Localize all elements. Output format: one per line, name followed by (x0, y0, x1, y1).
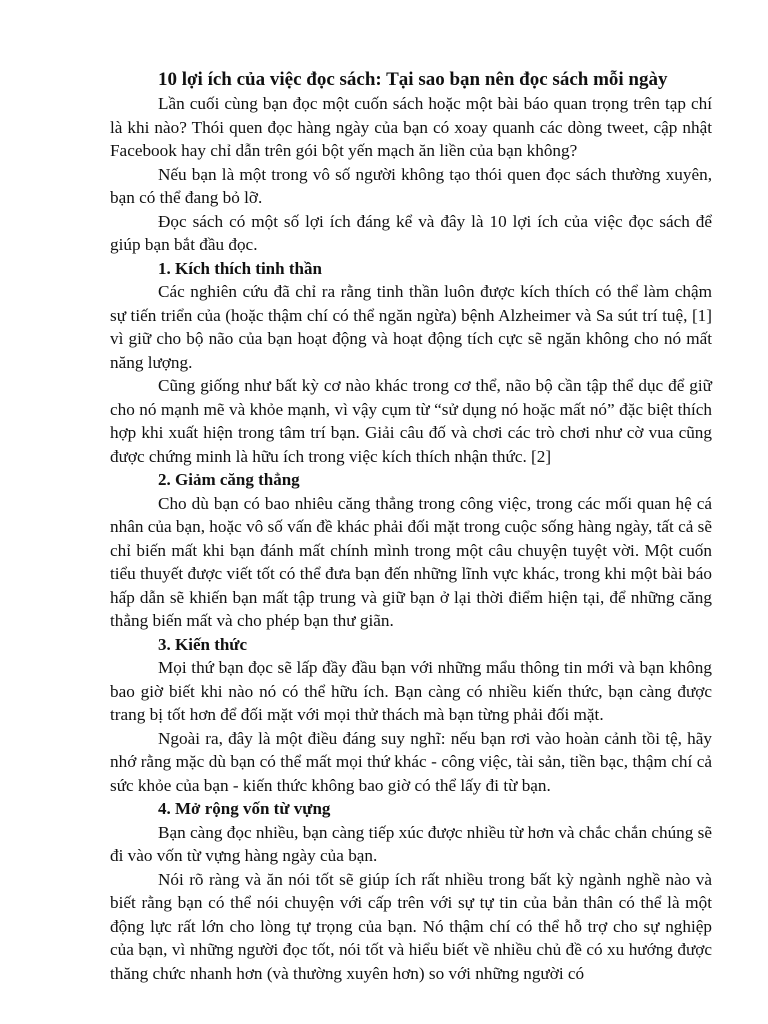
paragraph: Ngoài ra, đây là một điều đáng suy nghĩ: nếu bạn rơi vào hoàn cảnh tồi tệ, hãy nhớ rằng mặc dù bạn có thể mất mọi thứ khác - công việc, tài sản, tiền bạc, thậm chí cả sức khỏe của bạn - kiến thức không bao giờ có thể lấy đi từ bạn. (110, 728, 712, 795)
paragraph: Lần cuối cùng bạn đọc một cuốn sách hoặc một bài báo quan trọng trên tạp chí là khi nào? Thói quen đọc hàng ngày của bạn có xoay quanh các dòng tweet, cập nhật Facebook hay chỉ dẫn trên gói bột yến mạch ăn liền của bạn không? (110, 94, 712, 160)
document-body (110, 92, 712, 985)
paragraph: Đọc sách có một số lợi ích đáng kể và đây là 10 lợi ích của việc đọc sách để giúp bạn bắt đầu đọc. (110, 211, 712, 254)
section-heading: 2. Giảm căng thẳng (158, 470, 300, 489)
paragraph: Cho dù bạn có bao nhiêu căng thẳng trong công việc, trong các mối quan hệ cá nhân của bạn, hoặc vô số vấn đề khác phải đối mặt trong cuộc sống hàng ngày, tất cả sẽ chỉ biến mất khi bạn đánh mất chính mình trong một câu chuyện tuyệt vời. Một cuốn tiểu thuyết được viết tốt có thể đưa bạn đến những lĩnh vực khác, trong khi một bài báo hấp dẫn sẽ khiến bạn mất tập trung và giữ bạn ở lại thời điểm hiện tại, để những căng thẳng biến mất và cho phép bạn thư giãn. (110, 493, 712, 630)
paragraph: Cũng giống như bất kỳ cơ nào khác trong cơ thể, não bộ cần tập thể dục để giữ cho nó mạnh mẽ và khỏe mạnh, vì vậy cụm từ “sử dụng nó hoặc mất nó” đặc biệt thích hợp khi xuất hiện trong tâm trí bạn. Giải câu đố và chơi các trò chơi như cờ vua cũng được chứng minh là hữu ích trong việc kích thích nhận thức. [2] (110, 376, 712, 466)
paragraph: Mọi thứ bạn đọc sẽ lấp đầy đầu bạn với những mẩu thông tin mới và bạn không bao giờ biết khi nào nó có thể hữu ích. Bạn càng có nhiều kiến thức, bạn càng được trang bị tốt hơn để đối mặt với mọi thử thách mà bạn từng phải đối mặt. (110, 658, 712, 724)
paragraph: Nếu bạn là một trong vô số người không tạo thói quen đọc sách thường xuyên, bạn có thể đang bỏ lỡ. (110, 164, 712, 207)
section-heading: 3. Kiến thức (158, 634, 248, 654)
section-heading: 1. Kích thích tinh thần (158, 258, 322, 278)
paragraph: Các nghiên cứu đã chỉ ra rằng tinh thần luôn được kích thích có thể làm chậm sự tiến triển của (hoặc thậm chí có thể ngăn ngừa) bệnh Alzheimer và Sa sút trí tuệ, [1] vì giữ cho bộ não của bạn hoạt động và hoạt động tích cực sẽ ngăn không cho nó mất năng lượng. (110, 282, 712, 372)
paragraph: Nói rõ ràng và ăn nói tốt sẽ giúp ích rất nhiều trong bất kỳ ngành nghề nào và biết rằng bạn có thể nói chuyện với cấp trên với sự tự tin của bản thân có thể là một động lực rất lớn cho lòng tự trọng của bạn. Nó thậm chí có thể hỗ trợ cho sự nghiệp của bạn, vì những người đọc tốt, nói tốt và hiểu biết về nhiều chủ đề có xu hướng được thăng chức nhanh hơn (và thường xuyên hơn) so với những người có (110, 869, 712, 983)
document-title: 10 lợi ích của việc đọc sách: Tại sao bạn nên đọc sách mỗi ngày (158, 69, 668, 90)
section-heading: 4. Mở rộng vốn từ vựng (158, 799, 331, 818)
paragraph: Bạn càng đọc nhiều, bạn càng tiếp xúc được nhiều từ hơn và chắc chắn chúng sẽ đi vào vốn từ vựng hàng ngày của bạn. (110, 822, 712, 865)
